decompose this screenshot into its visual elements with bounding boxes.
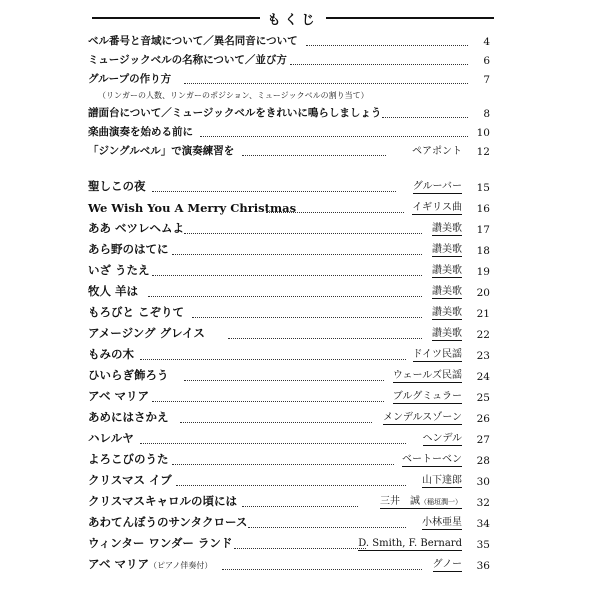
entry-title: ミュージックベルの名称について／並び方 bbox=[88, 54, 287, 66]
entry-credit: 讃美歌 bbox=[432, 303, 462, 320]
credit-name: 三井 誠 bbox=[380, 496, 420, 507]
title-sub: （ピアノ伴奏付） bbox=[149, 561, 213, 570]
entry-credit: ウェールズ民謡 bbox=[393, 366, 462, 383]
entry-credit: 讃美歌 bbox=[432, 324, 462, 341]
toc-entry[interactable] bbox=[88, 262, 490, 280]
leader-dots bbox=[228, 338, 422, 339]
leader-dots bbox=[306, 45, 468, 46]
entry-title: あら野のはてに bbox=[88, 242, 169, 256]
entry-title: アベ マリア bbox=[88, 389, 150, 403]
leader-dots bbox=[382, 117, 468, 118]
entry-page: 15 bbox=[476, 182, 490, 194]
entry-credit: 讃美歌 bbox=[432, 240, 462, 257]
leader-dots bbox=[248, 527, 406, 528]
entry-credit: ベートーベン bbox=[402, 450, 462, 467]
entry-title: グループの作り方 bbox=[88, 73, 172, 85]
entry-title: ひいらぎ飾ろう bbox=[88, 368, 169, 382]
entry-page: 26 bbox=[476, 413, 490, 425]
entry-credit bbox=[380, 492, 462, 509]
entry-title: 楽曲演奏を始める前に bbox=[88, 126, 193, 138]
entry-credit: D. Smith, F. Bernard bbox=[358, 538, 462, 549]
entry-credit: 小林亜星 bbox=[422, 513, 462, 530]
leader-dots bbox=[172, 254, 422, 255]
entry-title: よろこびのうた bbox=[88, 452, 169, 466]
entry-credit: 山下達郎 bbox=[422, 471, 462, 488]
guide-note: （リンガーの人数、リンガーのポジション、ミュージックベルの割り当て） bbox=[98, 91, 369, 100]
leader-dots bbox=[140, 359, 406, 360]
leader-dots bbox=[176, 485, 406, 486]
entry-title: 聖しこの夜 bbox=[88, 179, 146, 193]
entry-credit: 讃美歌 bbox=[432, 261, 462, 278]
leader-dots bbox=[152, 191, 396, 192]
toc-entry[interactable] bbox=[88, 430, 490, 448]
entry-title: ウィンター ワンダー ランド bbox=[88, 536, 233, 550]
entry-page: 36 bbox=[476, 560, 490, 572]
entry-page: 24 bbox=[476, 371, 490, 383]
entry-page: 7 bbox=[483, 74, 490, 86]
leader-dots bbox=[242, 155, 386, 156]
header-rule-right bbox=[326, 17, 494, 19]
entry-credit: ペアポント bbox=[412, 146, 462, 157]
entry-page: 28 bbox=[476, 455, 490, 467]
toc-entry[interactable] bbox=[88, 514, 490, 532]
entry-title bbox=[88, 556, 212, 572]
entry-page: 4 bbox=[483, 36, 490, 48]
entry-page: 12 bbox=[476, 146, 490, 158]
entry-page: 32 bbox=[476, 497, 490, 509]
leader-dots bbox=[184, 83, 468, 84]
entry-credit: イギリス曲 bbox=[412, 198, 462, 215]
entry-title: 「ジングルベル」で演奏練習を bbox=[88, 145, 235, 157]
entry-credit: ドイツ民謡 bbox=[413, 345, 463, 362]
entry-title: We Wish You A Merry Christmas bbox=[88, 201, 297, 215]
entry-title: 譜面台について／ミュージックベルをきれいに鳴らしましょう bbox=[88, 107, 382, 119]
entry-title: あめにはさかえ bbox=[88, 410, 169, 424]
entry-page: 17 bbox=[476, 224, 490, 236]
toc-entry[interactable] bbox=[88, 409, 490, 427]
leader-dots bbox=[148, 296, 422, 297]
leader-dots bbox=[234, 548, 366, 549]
entry-credit: ブルグミュラー bbox=[393, 387, 462, 404]
entry-title: ベル番号と音域について／異名同音について bbox=[88, 35, 298, 47]
leader-dots bbox=[242, 506, 358, 507]
toc-entry[interactable] bbox=[88, 199, 490, 217]
credit-sub: （稲垣潤一） bbox=[420, 498, 462, 506]
entry-title: ああ ベツレヘムよ bbox=[88, 221, 185, 235]
toc-entry[interactable] bbox=[88, 493, 490, 511]
leader-dots bbox=[222, 569, 422, 570]
header-rule-left bbox=[92, 17, 260, 19]
leader-dots bbox=[200, 136, 468, 137]
toc-title: もくじ bbox=[267, 13, 319, 28]
toc-entry[interactable] bbox=[88, 51, 490, 69]
toc-entry[interactable] bbox=[88, 70, 490, 88]
leader-dots bbox=[172, 464, 394, 465]
toc-entry[interactable] bbox=[88, 346, 490, 364]
toc-entry[interactable] bbox=[88, 472, 490, 490]
entry-page: 20 bbox=[476, 287, 490, 299]
entry-credit: 讃美歌 bbox=[432, 219, 462, 236]
toc-entry[interactable] bbox=[88, 241, 490, 259]
entry-title: もみの木 bbox=[88, 347, 134, 361]
toc-header bbox=[92, 12, 494, 28]
toc-entry[interactable] bbox=[88, 325, 490, 343]
leader-dots bbox=[184, 380, 384, 381]
toc-entry[interactable] bbox=[88, 220, 490, 238]
entry-title: いざ うたえ bbox=[88, 263, 150, 277]
entry-page: 30 bbox=[476, 476, 490, 488]
toc-entry[interactable] bbox=[88, 32, 490, 50]
entry-title: クリスマス イブ bbox=[88, 473, 172, 487]
toc-entry[interactable] bbox=[88, 104, 490, 122]
entry-page: 22 bbox=[476, 329, 490, 341]
leader-dots bbox=[290, 64, 468, 65]
toc-entry[interactable] bbox=[88, 451, 490, 469]
entry-title: もろびと こぞりて bbox=[88, 305, 185, 319]
toc-entry[interactable] bbox=[88, 535, 490, 553]
entry-page: 6 bbox=[483, 55, 490, 67]
entry-credit: グノー bbox=[433, 555, 463, 572]
toc-entry[interactable] bbox=[88, 304, 490, 322]
entry-title: 牧人 羊は bbox=[88, 284, 139, 298]
entry-title: クリスマスキャロルの頃には bbox=[88, 494, 238, 508]
leader-dots bbox=[152, 275, 422, 276]
entry-title: ハレルヤ bbox=[88, 431, 134, 445]
entry-page: 35 bbox=[476, 539, 490, 551]
leader-dots bbox=[140, 443, 406, 444]
entry-page: 16 bbox=[476, 203, 490, 215]
entry-page: 21 bbox=[476, 308, 490, 320]
toc-entry[interactable] bbox=[88, 142, 490, 160]
entry-page: 18 bbox=[476, 245, 490, 257]
entry-page: 23 bbox=[476, 350, 490, 362]
leader-dots bbox=[266, 212, 404, 213]
toc-entry[interactable] bbox=[88, 388, 490, 406]
entry-credit: ヘンデル bbox=[423, 429, 463, 446]
entry-credit: メンデルスゾーン bbox=[383, 408, 462, 425]
entry-page: 25 bbox=[476, 392, 490, 404]
entry-page: 8 bbox=[483, 108, 490, 120]
entry-credit: グルーバー bbox=[413, 177, 462, 194]
leader-dots bbox=[192, 317, 422, 318]
leader-dots bbox=[152, 401, 384, 402]
toc-entry[interactable] bbox=[88, 283, 490, 301]
leader-dots bbox=[184, 233, 422, 234]
entry-page: 10 bbox=[476, 127, 490, 139]
entry-credit: 讃美歌 bbox=[432, 282, 462, 299]
entry-title: アメージング グレイス bbox=[88, 326, 205, 340]
entry-page: 27 bbox=[476, 434, 490, 446]
toc-entry[interactable] bbox=[88, 123, 490, 141]
leader-dots bbox=[180, 422, 372, 423]
entry-title: あわてんぼうのサンタクロース bbox=[88, 515, 248, 529]
entry-page: 19 bbox=[476, 266, 490, 278]
entry-page: 34 bbox=[476, 518, 490, 530]
toc-entry[interactable] bbox=[88, 367, 490, 385]
toc-entry[interactable] bbox=[88, 178, 490, 196]
title-main: アベ マリア bbox=[88, 557, 150, 571]
toc-entry[interactable] bbox=[88, 556, 490, 574]
